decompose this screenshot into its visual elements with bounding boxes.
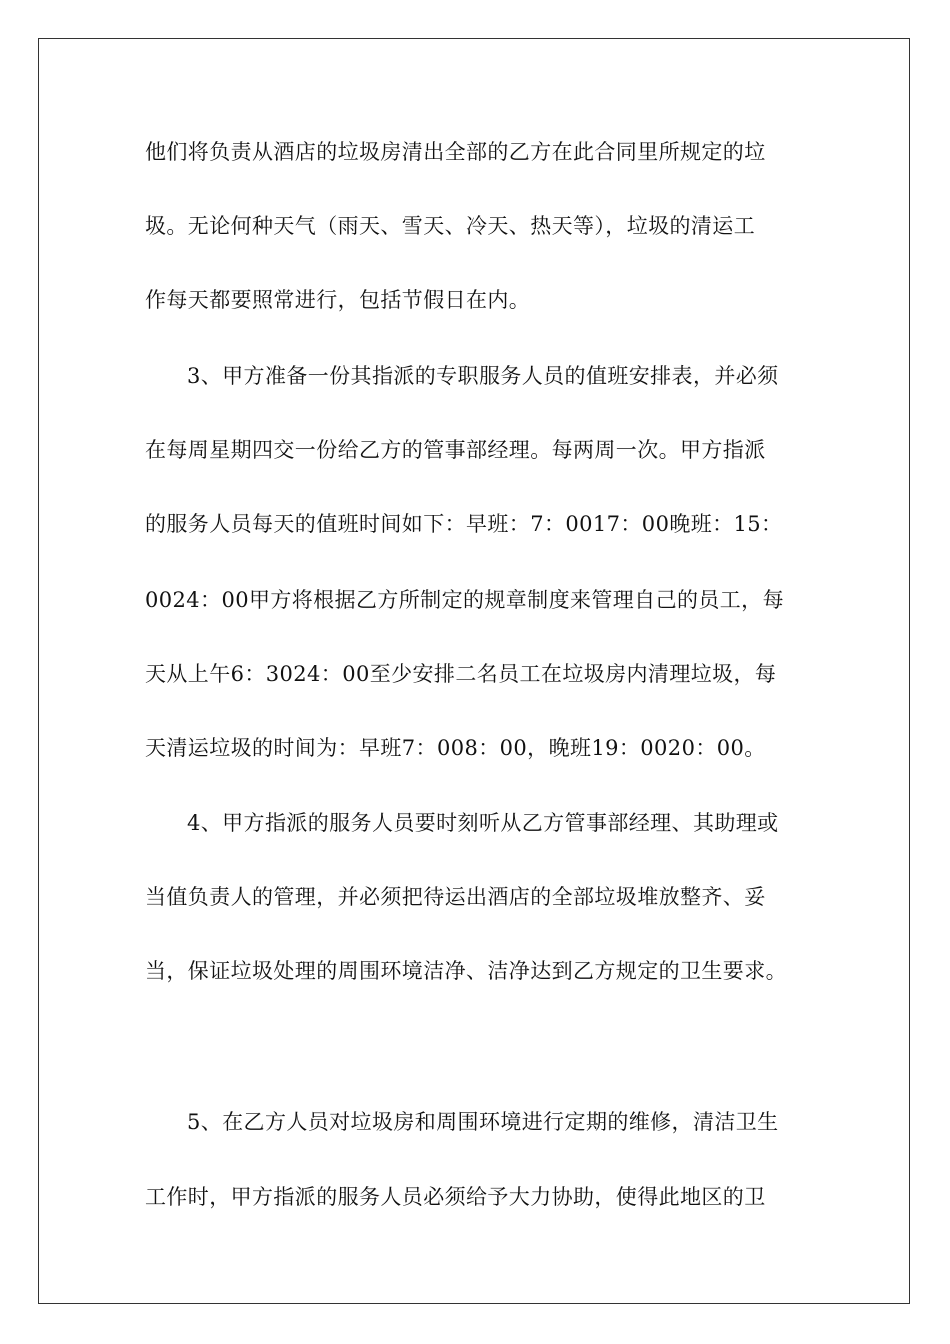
text-line: 天清运垃圾的时间为：早班7：008：00，晚班19：0020：00。 xyxy=(145,736,766,760)
text-line: 的服务人员每天的值班时间如下：早班：7：0017：00晚班：15： xyxy=(145,512,783,536)
text-line: 0024：00甲方将根据乙方所制定的规章制度来管理自己的员工，每 xyxy=(145,588,784,612)
text-line: 当值负责人的管理，并必须把待运出酒店的全部垃圾堆放整齐、妥 xyxy=(145,885,766,909)
text-line: 在每周星期四交一份给乙方的管事部经理。每两周一次。甲方指派 xyxy=(145,438,766,462)
text-line: 圾。无论何种天气（雨天、雪天、冷天、热天等），垃圾的清运工 xyxy=(145,214,756,238)
paragraph-3-start: 3、甲方准备一份其指派的专职服务人员的值班安排表，并必须 xyxy=(187,364,779,388)
text-line: 他们将负责从酒店的垃圾房清出全部的乙方在此合同里所规定的垃 xyxy=(145,140,766,164)
paragraph-5-start: 5、在乙方人员对垃圾房和周围环境进行定期的维修，清洁卫生 xyxy=(187,1110,779,1134)
text-line: 当，保证垃圾处理的周围环境洁净、洁净达到乙方规定的卫生要求。 xyxy=(145,959,787,983)
text-line: 作每天都要照常进行，包括节假日在内。 xyxy=(145,288,531,312)
text-line: 天从上午6：3024：00至少安排二名员工在垃圾房内清理垃圾，每 xyxy=(145,662,777,686)
text-line: 工作时，甲方指派的服务人员必须给予大力协助，使得此地区的卫 xyxy=(145,1185,766,1209)
paragraph-4-start: 4、甲方指派的服务人员要时刻听从乙方管事部经理、其助理或 xyxy=(187,811,779,835)
